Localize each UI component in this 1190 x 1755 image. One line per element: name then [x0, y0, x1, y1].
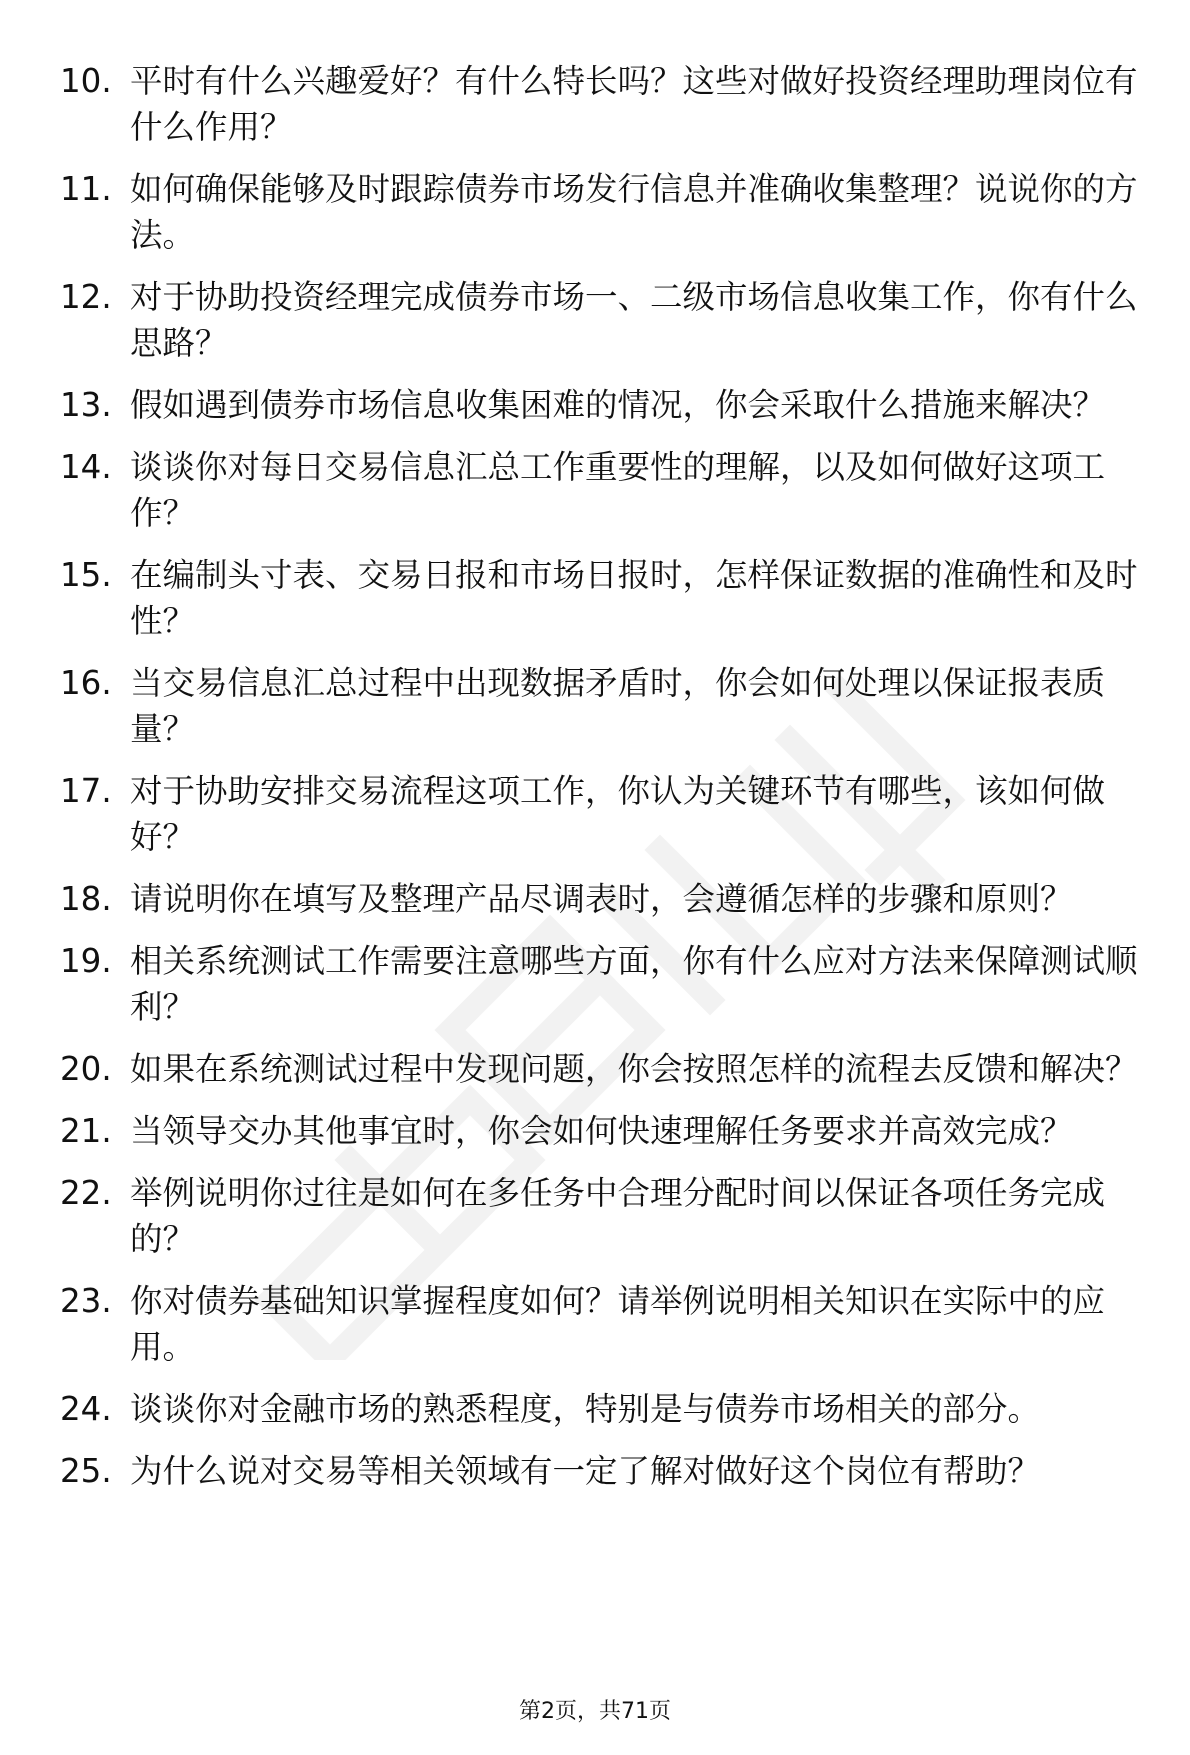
question-number: 19.	[60, 942, 112, 980]
question-item	[60, 660, 1150, 752]
question-number: 14.	[60, 448, 112, 486]
question-number: 17.	[60, 772, 112, 810]
question-item	[60, 1448, 1150, 1494]
question-text: 如果在系统测试过程中发现问题，你会按照怎样的流程去反馈和解决？	[130, 1050, 1138, 1088]
question-number: 25.	[60, 1452, 112, 1490]
question-text: 当领导交办其他事宜时，你会如何快速理解任务要求并高效完成？	[130, 1112, 1073, 1150]
question-list	[60, 58, 1150, 1510]
question-number: 20.	[60, 1050, 112, 1088]
question-text: 谈谈你对金融市场的熟悉程度，特别是与债券市场相关的部分。	[130, 1390, 1041, 1428]
question-item	[60, 444, 1150, 536]
question-item	[60, 1046, 1150, 1092]
question-number: 10.	[60, 62, 112, 100]
question-number: 11.	[60, 170, 112, 208]
question-item	[60, 58, 1150, 150]
question-text: 假如遇到债券市场信息收集困难的情况，你会采取什么措施来解决？	[130, 386, 1106, 424]
question-item	[60, 552, 1150, 644]
question-number: 21.	[60, 1112, 112, 1150]
question-number: 16.	[60, 664, 112, 702]
question-number: 12.	[60, 278, 112, 316]
question-text: 为什么说对交易等相关领域有一定了解对做好这个岗位有帮助？	[130, 1452, 1041, 1490]
question-item	[60, 274, 1150, 366]
question-text: 当交易信息汇总过程中出现数据矛盾时，你会如何处理以保证报表质量？	[130, 664, 1106, 748]
question-item	[60, 166, 1150, 258]
question-number: 15.	[60, 556, 112, 594]
page-number: 第2页，共71页	[519, 1699, 671, 1724]
question-item	[60, 938, 1150, 1030]
question-text: 平时有什么兴趣爱好？有什么特长吗？这些对做好投资经理助理岗位有什么作用？	[130, 62, 1138, 146]
question-number: 18.	[60, 880, 112, 918]
question-text: 举例说明你过往是如何在多任务中合理分配时间以保证各项任务完成的？	[130, 1174, 1106, 1258]
question-text: 对于协助安排交易流程这项工作，你认为关键环节有哪些，该如何做好？	[130, 772, 1106, 856]
question-text: 如何确保能够及时跟踪债券市场发行信息并准确收集整理？说说你的方法。	[130, 170, 1138, 254]
question-text: 请说明你在填写及整理产品尽调表时，会遵循怎样的步骤和原则？	[130, 880, 1073, 918]
question-number: 22.	[60, 1174, 112, 1212]
question-item	[60, 768, 1150, 860]
question-text: 相关系统测试工作需要注意哪些方面，你有什么应对方法来保障测试顺利？	[130, 942, 1138, 1026]
question-item	[60, 1278, 1150, 1370]
question-number: 13.	[60, 386, 112, 424]
question-number: 24.	[60, 1390, 112, 1428]
question-text: 在编制头寸表、交易日报和市场日报时，怎样保证数据的准确性和及时性？	[130, 556, 1138, 640]
question-item	[60, 876, 1150, 922]
question-item	[60, 382, 1150, 428]
question-item	[60, 1170, 1150, 1262]
question-number: 23.	[60, 1282, 112, 1320]
question-item	[60, 1108, 1150, 1154]
question-text: 你对债券基础知识掌握程度如何？请举例说明相关知识在实际中的应用。	[130, 1282, 1106, 1366]
question-item	[60, 1386, 1150, 1432]
question-text: 对于协助投资经理完成债券市场一、二级市场信息收集工作，你有什么思路？	[130, 278, 1138, 362]
question-text: 谈谈你对每日交易信息汇总工作重要性的理解，以及如何做好这项工作？	[130, 448, 1106, 532]
